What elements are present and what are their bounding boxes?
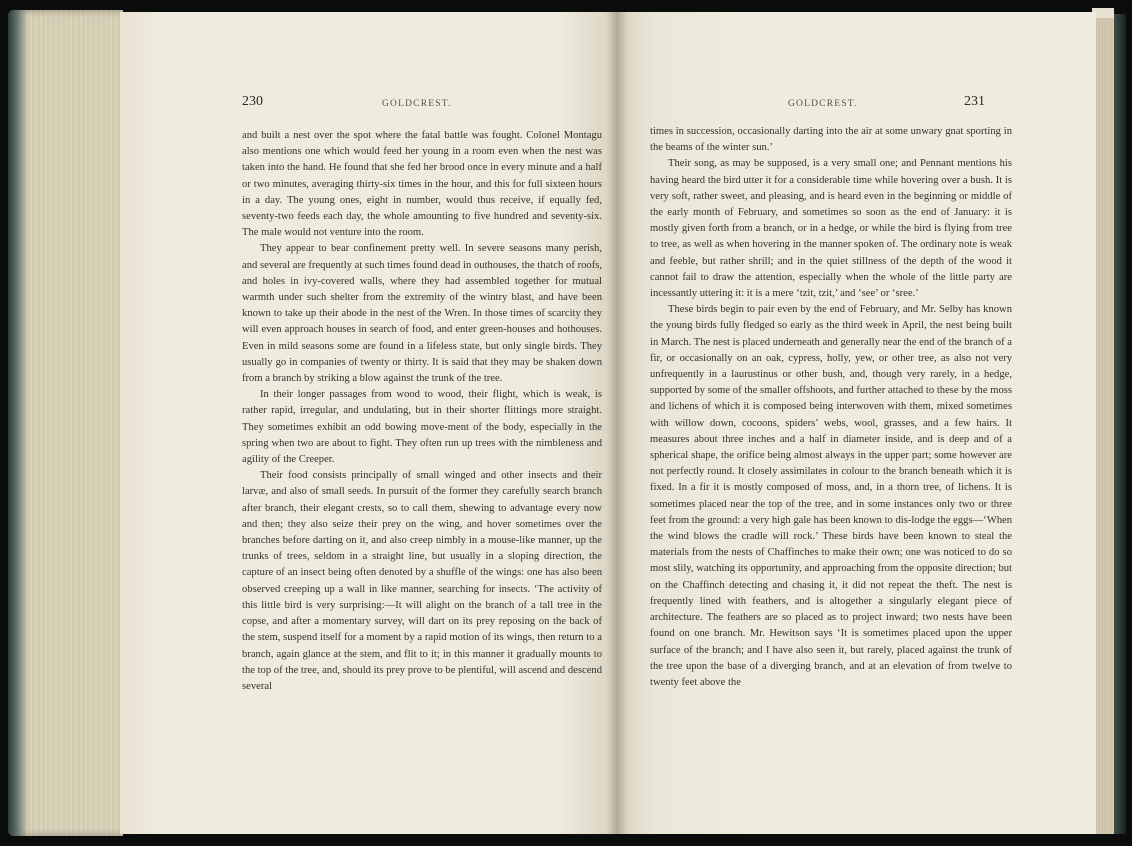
right-running-head: GOLDCREST. bbox=[788, 99, 858, 109]
left-body-text bbox=[242, 128, 602, 695]
right-paragraph-3: These birds begin to pair even by the end of February, and Mr. Selby has known the young birds fully fledged so early as the third week in April, the nest being built in March. The nest is placed underneath and generally near the end of the branch of a fir, or occasionally on an oak, cypress, holly, yew, or other tree, as also not very unfrequently in a laurustinus or other bush, and, though very rarely, in a hedge, supported by some of the smaller offshoots, and further attached to these by the moss and lichens of which it is composed being interwoven with them, mixed sometimes with willow down, cocoons, spiders’ webs, wool, grasses, and a few hairs. It measures about three inches and a half in diameter inside, and is deep and of a spherical shape, the orifice being almost always in the upper part; some however are not perfectly round. It closely assimilates in colour to the branch beneath which it is fixed. In a fir it is mostly composed of moss, and, in a thorn tree, of lichens. It is sometimes placed near the top of the tree, and in some instances only two or three feet from the ground: a very high gale has been known to dis-lodge the eggs—‘When the wind blows the cradle will rock.’ These birds have been known to steal the materials from the nests of Chaffinches to make their own; one was noticed to do so most slily, watching its opportunity, and approaching from the opposite direction; but on the Chaffinch detecting and chasing it, it did not repeat the theft. The nest is frequently lined with feathers, and is altogether a singularly elegant piece of architecture. The feathers are so placed as to project inward; two nests have been found on one branch. Mr. Hewitson says ‘It is sometimes placed upon the upper surface of the branch; and I have also seen it, but rarely, placed against the trunk of the tree upon the base of a diverging branch, and at an elevation of from twelve to twenty feet above the bbox=[650, 304, 1012, 688]
right-body-text bbox=[650, 124, 1012, 691]
left-paragraph-1: and built a nest over the spot where the fatal battle was fought. Colonel Montagu also mentions one which would feed her young in a room even when the nest was taken into the hand. He found that she fed her brood once in every minute and a half or two minutes, averaging thirty-six times in the hour, and this for full sixteen hours in a day. The young ones, eight in number, would thus receive, if equally fed, seventy-two feeds each day, the whole amounting to five hundred and seventy-six. The male would not venture into the room. bbox=[242, 130, 602, 239]
left-paragraph-4: Their food consists principally of small winged and other insects and their larvæ, and also of small seeds. In pursuit of the former they carefully search branch after branch, their elegant crests, so to call them, shewing to advantage every now and then; they also seize their prey on the wing, and hover sometimes over the branches before darting on it, and also creep nimbly in a mouse-like manner, up the trunks of trees, seldom in a straight line, but usually in a sloping direction, the capture of an insect being often denoted by a shuffle of the wings: one has also been observed creeping up a wall in like manner, searching for insects. ‘The activity of this little bird is very surprising:—It will alight on the branch of a tall tree in the copse, and after a momentary survey, will dart on its prey reposing on the back of the stem, suspend itself for a moment by a rapid motion of its wings, then return to a branch, again glance at the stem, and flit to it; in this manner it gradually mounts to the top of the tree, and, should its prey prove to be plentiful, will ascend and descend several bbox=[242, 470, 602, 692]
left-page bbox=[120, 12, 618, 834]
right-page-number: 231 bbox=[964, 94, 985, 109]
left-page-number: 230 bbox=[242, 94, 263, 109]
left-paragraph-2: They appear to bear confinement pretty well. In severe seasons many perish, and several are frequently at such times found dead in outhouses, the thatch of roofs, and holes in ivy-covered walls, where they had assembled together for mutual warmth under such shelter from the extremity of the wintry blast, and have been known to take up their abode in the nest of the Wren. In those times of scarcity they will even approach houses in search of food, and enter green-houses and hothouses. Even in mild seasons some are found in a lifeless state, but only single birds. They usually go in companies of twenty or thirty. It is said that they may be shaken down from a branch by striking a blow against the trunk of the tree. bbox=[242, 243, 602, 385]
right-paragraph-2: Their song, as may be supposed, is a very small one; and Pennant mentions his having heard the bird utter it for a considerable time while hovering over a bush. It is very soft, rather sweet, and pleasing, and is heard even in the beginning or middle of the early month of February, and sometimes so soon as the end of January: it is mostly given forth from a branch, or in a hedge, or while the bird is flying from tree to tree, as well as when hovering in the manner spoken of. The ordinary note is weak and feeble, but rather shrill; and in the quiet stillness of the depth of the wood it cannot fail to draw the attention, especially when the whole of the little party are incessantly uttering it: it is a mere ‘tzit, tzit,’ and ‘see’ or ‘sree.’ bbox=[650, 158, 1012, 300]
left-running-head: GOLDCREST. bbox=[382, 99, 452, 109]
book-gutter bbox=[606, 12, 628, 834]
right-paragraph-1: times in succession, occasionally darting into the air at some unwary gnat sporting in the beams of the winter sun.’ bbox=[650, 126, 1012, 154]
left-paragraph-3: In their longer passages from wood to wood, their flight, which is weak, is rather rapid, irregular, and undulating, but in their shorter flittings more straight. They sometimes exhibit an odd bowing move-ment of the body, especially in the spring when two are about to fight. They often run up trees with the nimbleness and agility of the Creeper. bbox=[242, 389, 602, 466]
right-page bbox=[616, 12, 1096, 834]
page-edges-left bbox=[8, 10, 123, 836]
